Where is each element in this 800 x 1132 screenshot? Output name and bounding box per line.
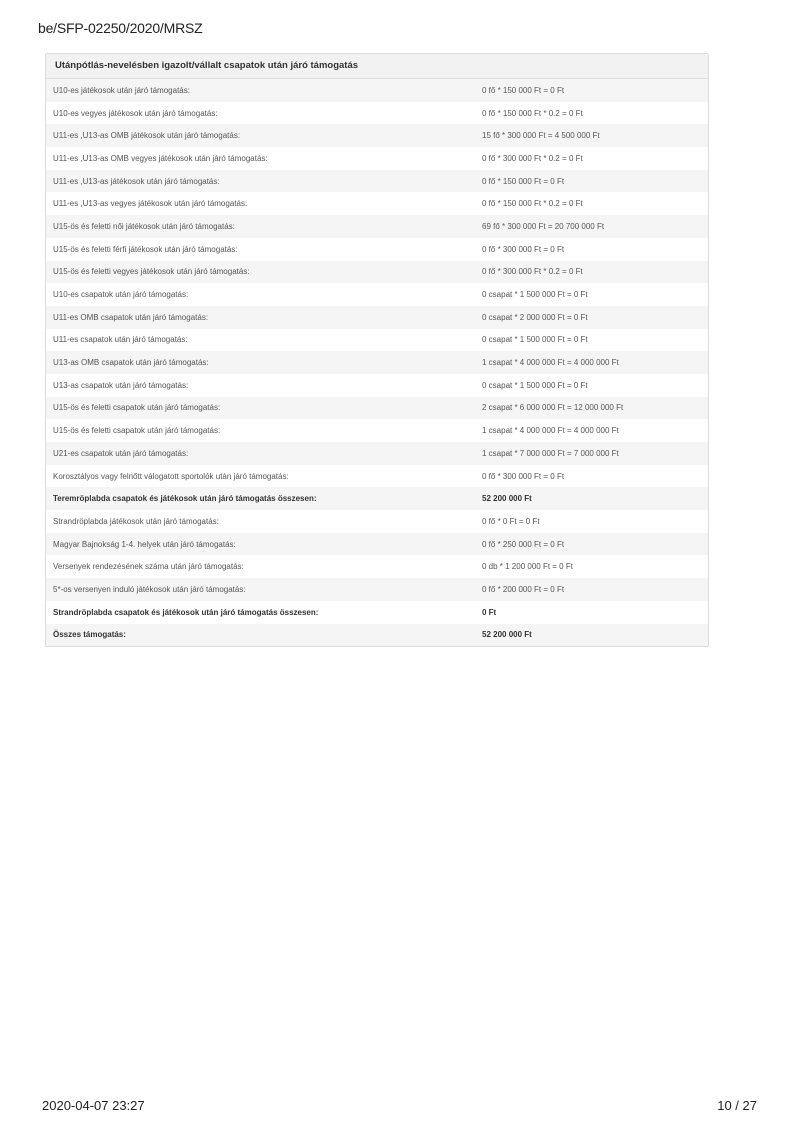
table-row <box>46 170 708 193</box>
summary-row <box>46 601 708 624</box>
summary-row <box>46 624 708 647</box>
row-label: U15-ös és feletti női játékosok után járó támogatás: <box>46 215 475 238</box>
footer-timestamp: 2020-04-07 23:27 <box>42 1098 145 1113</box>
table-row <box>46 578 708 601</box>
row-value: 0 csapat * 1 500 000 Ft = 0 Ft <box>475 329 708 352</box>
table-row <box>46 397 708 420</box>
panel-title: Utánpótlás-nevelésben igazolt/vállalt csapatok után járó támogatás <box>46 54 708 79</box>
table-row <box>46 442 708 465</box>
row-value: 0 fő * 150 000 Ft = 0 Ft <box>475 170 708 193</box>
row-label: U11-es ,U13-as játékosok után járó támogatás: <box>46 170 475 193</box>
row-label: U10-es játékosok után járó támogatás: <box>46 79 475 102</box>
row-value: 0 fő * 300 000 Ft * 0.2 = 0 Ft <box>475 261 708 284</box>
summary-row <box>46 487 708 510</box>
row-label: U15-ös és feletti csapatok után járó támogatás: <box>46 397 475 420</box>
row-label: U15-ös és feletti vegyes játékosok után járó támogatás: <box>46 261 475 284</box>
row-value: 0 fő * 0 Ft = 0 Ft <box>475 510 708 533</box>
row-value: 0 fő * 250 000 Ft = 0 Ft <box>475 533 708 556</box>
row-value: 0 Ft <box>475 601 708 624</box>
page-number: 10 / 27 <box>717 1098 757 1113</box>
document-id: be/SFP-02250/2020/MRSZ <box>38 20 203 36</box>
row-label: Strandröplabda játékosok után járó támogatás: <box>46 510 475 533</box>
row-value: 1 csapat * 4 000 000 Ft = 4 000 000 Ft <box>475 351 708 374</box>
row-label: U11-es ,U13-as OMB vegyes játékosok után járó támogatás: <box>46 147 475 170</box>
support-panel <box>45 53 709 647</box>
row-value: 0 csapat * 1 500 000 Ft = 0 Ft <box>475 283 708 306</box>
row-value: 69 fő * 300 000 Ft = 20 700 000 Ft <box>475 215 708 238</box>
table-row <box>46 419 708 442</box>
row-value: 52 200 000 Ft <box>475 487 708 510</box>
row-value: 0 fő * 150 000 Ft = 0 Ft <box>475 79 708 102</box>
row-label: U10-es csapatok után járó támogatás: <box>46 283 475 306</box>
row-label: U15-ös és feletti csapatok után járó támogatás: <box>46 419 475 442</box>
row-value: 0 fő * 200 000 Ft = 0 Ft <box>475 578 708 601</box>
row-value: 0 fő * 150 000 Ft * 0.2 = 0 Ft <box>475 102 708 125</box>
row-value: 1 csapat * 7 000 000 Ft = 7 000 000 Ft <box>475 442 708 465</box>
row-label: Összes támogatás: <box>46 624 475 647</box>
row-label: U11-es ,U13-as OMB játékosok után járó támogatás: <box>46 124 475 147</box>
table-row <box>46 510 708 533</box>
row-value: 0 fő * 300 000 Ft * 0.2 = 0 Ft <box>475 147 708 170</box>
support-table <box>46 79 708 646</box>
row-value: 0 fő * 300 000 Ft = 0 Ft <box>475 238 708 261</box>
table-row <box>46 102 708 125</box>
row-value: 52 200 000 Ft <box>475 624 708 647</box>
row-value: 2 csapat * 6 000 000 Ft = 12 000 000 Ft <box>475 397 708 420</box>
table-row <box>46 465 708 488</box>
row-label: 5*-os versenyen induló játékosok után járó támogatás: <box>46 578 475 601</box>
row-label: Strandröplabda csapatok és játékosok után járó támogatás összesen: <box>46 601 475 624</box>
row-label: U15-ös és feletti férfi játékosok után járó támogatás: <box>46 238 475 261</box>
row-label: U11-es OMB csapatok után járó támogatás: <box>46 306 475 329</box>
table-row <box>46 124 708 147</box>
row-label: Versenyek rendezésének száma után járó támogatás: <box>46 555 475 578</box>
table-row <box>46 329 708 352</box>
table-row <box>46 147 708 170</box>
row-value: 0 fő * 150 000 Ft * 0.2 = 0 Ft <box>475 192 708 215</box>
table-row <box>46 351 708 374</box>
table-row <box>46 306 708 329</box>
row-label: U13-as csapatok után járó támogatás: <box>46 374 475 397</box>
table-row <box>46 79 708 102</box>
table-row <box>46 238 708 261</box>
row-value: 0 csapat * 2 000 000 Ft = 0 Ft <box>475 306 708 329</box>
table-row <box>46 533 708 556</box>
row-value: 15 fő * 300 000 Ft = 4 500 000 Ft <box>475 124 708 147</box>
row-value: 1 csapat * 4 000 000 Ft = 4 000 000 Ft <box>475 419 708 442</box>
table-row <box>46 555 708 578</box>
table-row <box>46 283 708 306</box>
table-row <box>46 261 708 284</box>
row-label: U11-es csapatok után járó támogatás: <box>46 329 475 352</box>
row-value: 0 fő * 300 000 Ft = 0 Ft <box>475 465 708 488</box>
row-label: Korosztályos vagy felnőtt válogatott sportolók után járó támogatás: <box>46 465 475 488</box>
row-label: Teremröplabda csapatok és játékosok után járó támogatás összesen: <box>46 487 475 510</box>
row-value: 0 db * 1 200 000 Ft = 0 Ft <box>475 555 708 578</box>
row-label: U10-es vegyes játékosok után járó támogatás: <box>46 102 475 125</box>
table-row <box>46 215 708 238</box>
table-row <box>46 374 708 397</box>
row-label: U21-es csapatok után járó támogatás: <box>46 442 475 465</box>
row-label: U13-as OMB csapatok után járó támogatás: <box>46 351 475 374</box>
table-row <box>46 192 708 215</box>
row-label: Magyar Bajnokság 1-4. helyek után járó támogatás: <box>46 533 475 556</box>
row-value: 0 csapat * 1 500 000 Ft = 0 Ft <box>475 374 708 397</box>
row-label: U11-es ,U13-as vegyes játékosok után járó támogatás: <box>46 192 475 215</box>
